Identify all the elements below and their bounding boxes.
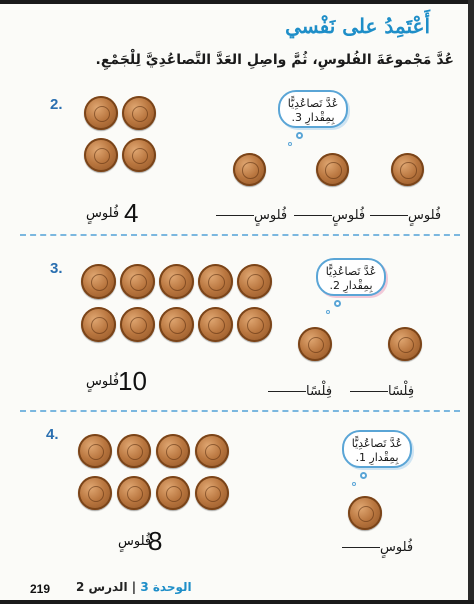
coin (195, 434, 229, 468)
blank-unit: فُلوسٍ (254, 208, 288, 223)
hint-line: عُدَّ تَصاعُدِيًّا (325, 265, 377, 278)
coin (156, 434, 190, 468)
coin (156, 476, 190, 510)
coin (391, 153, 424, 186)
coin (388, 327, 422, 361)
coin (78, 476, 112, 510)
instruction-text: عُدَّ مَجْموعَةَ الفُلوسِ، ثُمَّ واصِلِ العَدَّ التَّصاعُدِيَّ لِلْجَمْعِ. (95, 52, 454, 68)
hint-line: عُدَّ تَصاعُدِيًّا (351, 437, 403, 450)
blank-unit: فُلوسٍ (332, 208, 366, 223)
coin-count-2: 4 (124, 198, 139, 228)
coin (117, 476, 151, 510)
hint-line: عُدَّ تَصاعُدِيًّا (287, 97, 339, 110)
blank-unit: فِلْسًا (388, 384, 415, 399)
coin (117, 434, 151, 468)
footer-separator: | (127, 580, 137, 594)
blank-unit: فُلوسٍ (380, 540, 414, 555)
coin (159, 307, 194, 342)
hint-line: بِمِقْدارِ 1. (355, 451, 399, 464)
coin-count-3: 10 (118, 366, 147, 396)
footer-lesson: الدرس 2 (76, 580, 128, 594)
section-divider (20, 234, 460, 236)
problem-number-4: 4. (46, 426, 59, 443)
coin (237, 264, 272, 299)
answer-blank-4a[interactable] (338, 540, 413, 555)
footer-unit-lesson (76, 580, 192, 594)
coin (120, 307, 155, 342)
bubble-tail (296, 132, 303, 139)
answer-blank-3b[interactable] (264, 384, 332, 399)
coin-count-4: 8 (148, 526, 163, 556)
coin (348, 496, 382, 530)
bubble-tail (326, 310, 330, 314)
coin (122, 96, 156, 130)
page-frame-right (468, 0, 474, 604)
coin-unit-3: فُلوسٍ (86, 374, 120, 389)
coin (298, 327, 332, 361)
page-title: أَعْتَمِدُ على نَفْسي (285, 14, 430, 38)
problem-number-3: 3. (50, 260, 63, 277)
coin (120, 264, 155, 299)
hint-bubble-2 (278, 90, 348, 128)
answer-blank-2a[interactable] (366, 208, 441, 223)
answer-blank-2b[interactable] (290, 208, 365, 223)
coin (316, 153, 349, 186)
problem-number-2: 2. (50, 96, 63, 113)
answer-blank-2c[interactable] (212, 208, 287, 223)
section-divider (20, 410, 460, 412)
coin (159, 264, 194, 299)
coin (195, 476, 229, 510)
blank-unit: فِلْسًا (306, 384, 333, 399)
coin (233, 153, 266, 186)
bubble-tail (334, 300, 341, 307)
coin (84, 96, 118, 130)
page-number: 219 (30, 582, 51, 596)
coin-unit-2: فُلوسٍ (86, 206, 120, 221)
hint-bubble-3 (316, 258, 386, 296)
hint-line: بِمِقْدارِ 2. (329, 279, 373, 292)
coin (84, 138, 118, 172)
page-frame-top (0, 0, 474, 4)
coin-unit-4: فُلوسٍ (118, 534, 152, 549)
blank-unit: فُلوسٍ (408, 208, 442, 223)
bubble-tail (288, 142, 292, 146)
coin (81, 307, 116, 342)
coin (81, 264, 116, 299)
answer-blank-3a[interactable] (346, 384, 414, 399)
footer-unit: الوحدة 3 (140, 580, 192, 594)
coin (198, 264, 233, 299)
bubble-tail (352, 482, 356, 486)
page-frame-bottom (0, 600, 474, 604)
hint-line: بِمِقْدارِ 3. (291, 111, 335, 124)
hint-bubble-4 (342, 430, 412, 468)
coin (122, 138, 156, 172)
bubble-tail (360, 472, 367, 479)
coin (237, 307, 272, 342)
coin (78, 434, 112, 468)
coin (198, 307, 233, 342)
